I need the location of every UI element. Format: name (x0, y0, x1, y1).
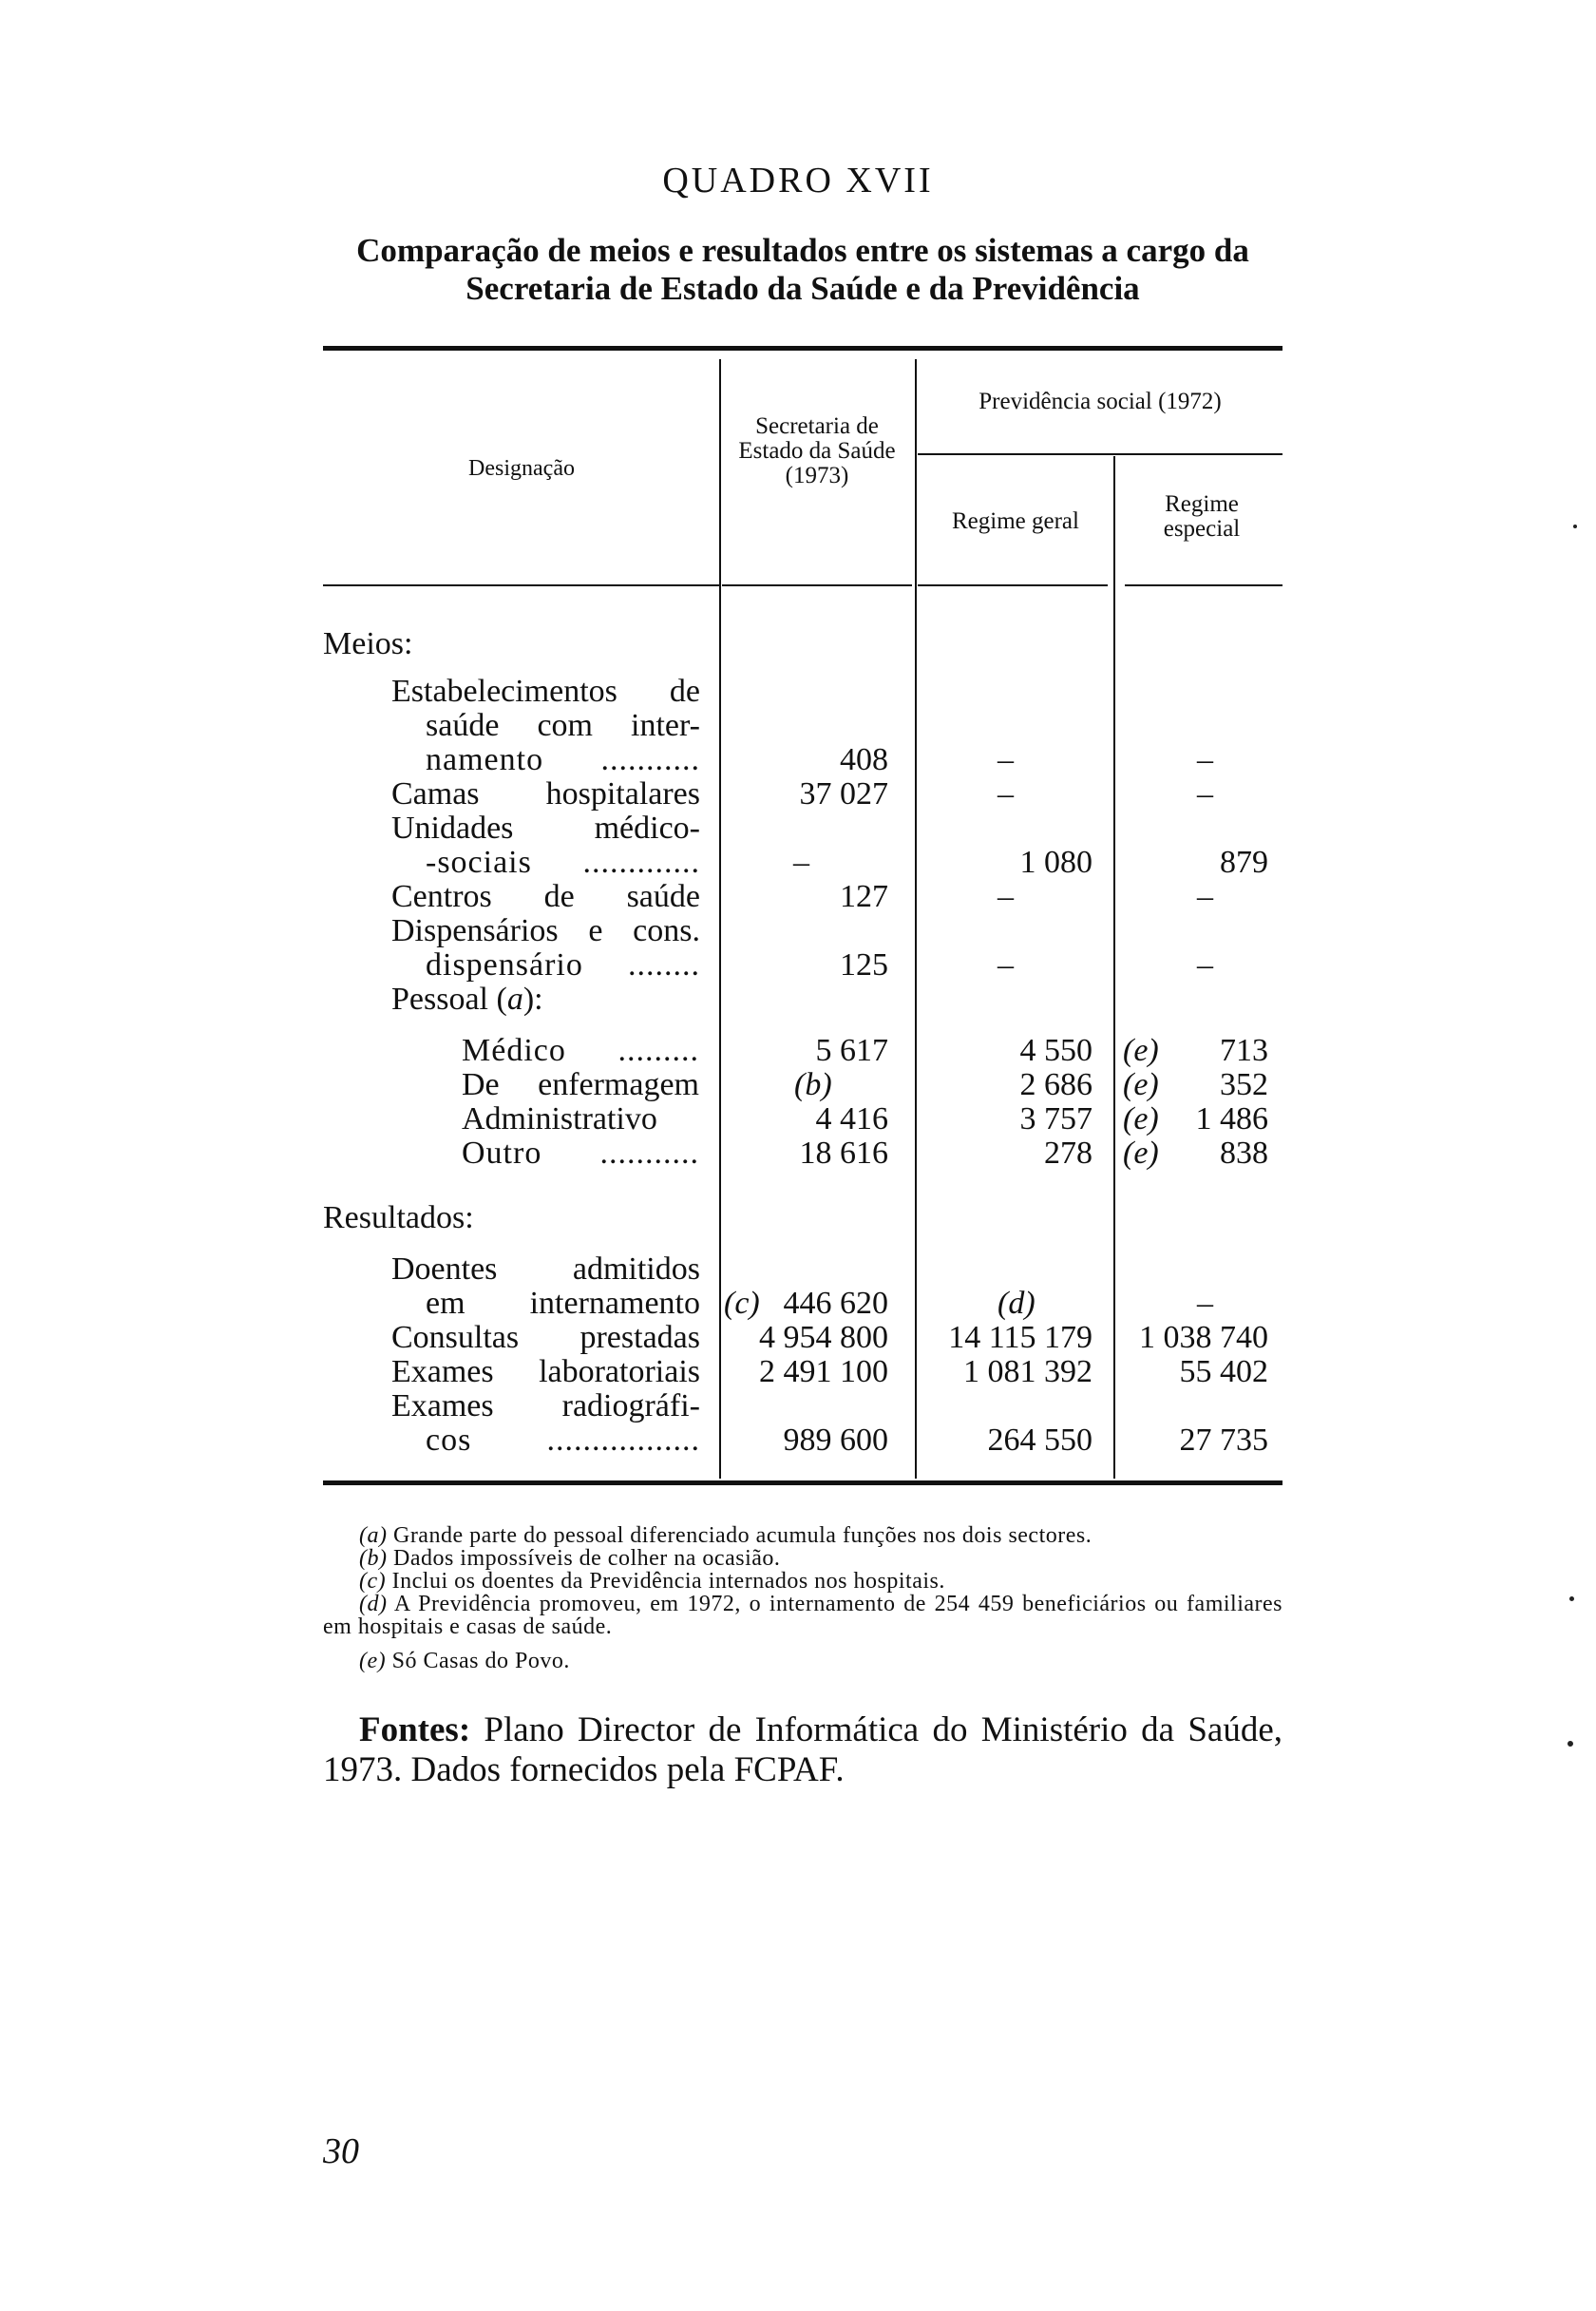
table-heading: QUADRO XVII (662, 161, 934, 201)
cell-especial-note: (e) (1123, 1033, 1159, 1068)
header-rule-designacao (323, 584, 720, 586)
cell-geral: 4 550 (1019, 1033, 1092, 1068)
cell-geral-note: (d) (998, 1286, 1036, 1321)
column-divider-3 (1113, 456, 1115, 1479)
cell-especial-note: (e) (1123, 1067, 1159, 1102)
cell-especial: – (1197, 742, 1213, 777)
cell-especial: 1 038 740 (1139, 1320, 1268, 1355)
cell-geral: 264 550 (987, 1423, 1092, 1458)
footnote-d: (d) A Previdência promoveu, em 1972, o internamento de 254 459 beneficiários ou familiares em hospitais e casas de saúde. (323, 1592, 1282, 1639)
cell-secretaria: 18 616 (799, 1136, 888, 1171)
row-label: Centros de saúde (391, 879, 700, 914)
footnote-b: (b) Dados impossíveis de colher na ocasião. (359, 1546, 781, 1571)
sources-note: Fontes: Plano Director de Informática do Ministério da Saúde, 1973. Dados fornecidos pela FCPAF. (323, 1710, 1283, 1789)
header-secretaria: Secretaria de Estado da Saúde (1973) (738, 413, 896, 488)
cell-secretaria: 127 (840, 879, 888, 914)
cell-especial: – (1197, 776, 1213, 812)
group-resultados: Resultados: (323, 1200, 474, 1235)
row-label: -sociais ............. (426, 845, 700, 880)
scan-speck (1568, 1741, 1573, 1747)
cell-geral: 3 757 (1019, 1101, 1092, 1136)
cell-secretaria: 2 491 100 (759, 1354, 888, 1389)
cell-geral: – (998, 742, 1014, 777)
row-label: Exames laboratoriais (391, 1354, 700, 1389)
cell-especial: – (1197, 947, 1213, 983)
row-label: Médico ......... (462, 1033, 699, 1068)
footnote-e: (e) Só Casas do Povo. (359, 1649, 570, 1673)
cell-secretaria: 408 (840, 742, 888, 777)
row-label: saúde com inter- (426, 708, 700, 743)
row-label: dispensário ........ (426, 947, 700, 983)
cell-secretaria: 4 416 (815, 1101, 888, 1136)
cell-geral: 278 (1044, 1136, 1092, 1171)
cell-especial: 879 (1220, 845, 1268, 880)
cell-especial: 55 402 (1179, 1354, 1268, 1389)
scan-speck (1573, 525, 1577, 528)
page-number: 30 (323, 2131, 359, 2171)
header-previdencia: Previdência social (1972) (978, 389, 1222, 414)
row-label: De enfermagem (462, 1067, 699, 1102)
header-regime-especial: Regime especial (1163, 491, 1241, 542)
cell-especial: 713 (1220, 1033, 1268, 1068)
column-divider-2 (915, 359, 917, 1479)
row-label: Consultas prestadas (391, 1320, 700, 1355)
cell-secretaria-note: (b) (794, 1067, 832, 1102)
cell-especial: 838 (1220, 1136, 1268, 1171)
cell-geral: – (998, 947, 1014, 983)
row-label: Unidades médico- (391, 811, 700, 846)
header-rule-geral (918, 584, 1108, 586)
cell-secretaria-note: (c) (724, 1286, 760, 1321)
cell-geral: 1 080 (1019, 845, 1092, 880)
group-meios: Meios: (323, 626, 413, 661)
cell-especial: – (1197, 1286, 1213, 1321)
cell-secretaria: 5 617 (815, 1033, 888, 1068)
cell-geral: – (998, 776, 1014, 812)
header-rule-especial (1125, 584, 1282, 586)
row-label: em internamento (426, 1286, 700, 1321)
cell-especial: 1 486 (1195, 1101, 1268, 1136)
cell-geral: – (998, 879, 1014, 914)
cell-especial: 27 735 (1179, 1423, 1268, 1458)
cell-especial: 352 (1220, 1067, 1268, 1102)
row-label: Outro ........... (462, 1136, 699, 1171)
cell-geral: 2 686 (1019, 1067, 1092, 1102)
table-top-rule (323, 346, 1282, 351)
cell-geral: 1 081 392 (963, 1354, 1092, 1389)
row-label-pessoal: Pessoal (a): (391, 982, 543, 1017)
previdencia-rule (918, 453, 1282, 455)
footnote-c: (c) Inclui os doentes da Previdência internados nos hospitais. (359, 1569, 945, 1594)
row-label: cos ................. (426, 1423, 700, 1458)
row-label: Dispensários e cons. (391, 913, 700, 948)
header-designacao: Designação (468, 456, 575, 481)
header-regime-geral: Regime geral (952, 508, 1079, 534)
row-label: Estabelecimentos de (391, 674, 700, 709)
row-label: Exames radiográfi- (391, 1388, 700, 1423)
cell-secretaria: 989 600 (783, 1423, 888, 1458)
cell-secretaria: 37 027 (799, 776, 888, 812)
header-rule-secretaria (722, 584, 912, 586)
cell-secretaria: 125 (840, 947, 888, 983)
cell-secretaria: 4 954 800 (759, 1320, 888, 1355)
cell-especial: – (1197, 879, 1213, 914)
row-label: namento ........... (426, 742, 700, 777)
cell-geral: 14 115 179 (948, 1320, 1092, 1355)
cell-secretaria: 446 620 (783, 1286, 888, 1321)
footnote-a: (a) Grande parte do pessoal diferenciado acumula funções nos dois sectores. (359, 1523, 1092, 1548)
cell-especial-note: (e) (1123, 1136, 1159, 1171)
cell-especial-note: (e) (1123, 1101, 1159, 1136)
table-title: Comparação de meios e resultados entre os sistemas a cargo da Secretaria de Estado da Saúde e da Previdência (356, 232, 1249, 307)
column-divider-1 (719, 359, 721, 1479)
row-label: Administrativo (462, 1101, 657, 1136)
row-label: Doentes admitidos (391, 1251, 700, 1287)
row-label: Camas hospitalares (391, 776, 700, 812)
scan-speck (1569, 1596, 1574, 1601)
cell-secretaria: – (793, 845, 809, 880)
table-bottom-rule (323, 1480, 1282, 1485)
